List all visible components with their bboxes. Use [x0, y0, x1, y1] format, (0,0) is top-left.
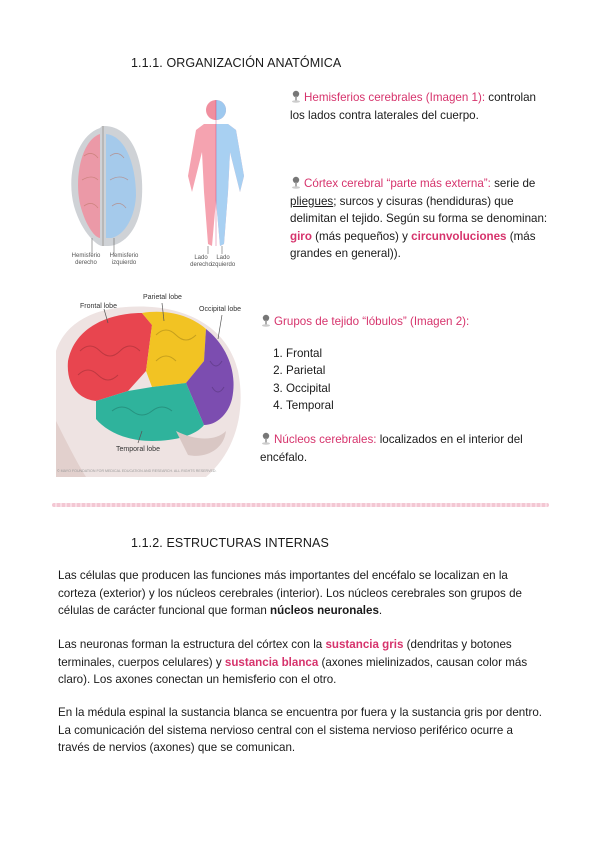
nucleos-neuronales-term: núcleos neuronales — [270, 604, 379, 618]
hemispheres-label: Hemisferios cerebrales (Imagen 1): — [304, 91, 486, 104]
hemispheres-text: controlan los lados contra laterales del cuerpo. — [290, 91, 536, 122]
section-divider — [52, 503, 549, 507]
lobes-heading — [260, 313, 540, 331]
human-body-figure — [188, 100, 244, 254]
label-parietal-lobe: Parietal lobe — [143, 294, 182, 301]
sustancia-blanca-term: sustancia blanca — [224, 655, 319, 669]
label-frontal-lobe: Frontal lobe — [80, 303, 117, 310]
list-item: 3. Occipital — [286, 380, 456, 397]
cortex-text-2: ; surcos y cisuras (hendiduras) que delimitan el tejido. Según su forma se denominan: — [290, 194, 548, 226]
hemispheres-illustration — [58, 96, 280, 276]
cortex-text-4: (más grandes en general)). — [290, 229, 536, 261]
hemispheres-paragraph — [290, 89, 550, 124]
p1-end: . — [378, 604, 383, 618]
cortex-label: Córtex cerebral “parte más externa”: — [304, 177, 491, 190]
nuclei-text: localizados en el interior del encéfalo. — [260, 433, 523, 464]
label-lado-derecho: Lado derecho — [190, 255, 212, 268]
nuclei-paragraph — [260, 431, 540, 466]
paragraph-2 — [58, 636, 546, 689]
section-title-estructuras: 1.1.2. ESTRUCTURAS INTERNAS — [131, 536, 329, 550]
label-occipital-lobe: Occipital lobe — [199, 306, 242, 313]
p2-text-3: (axones mielinizados, causan color más claro). Los axones conectan un hemisferio con el otro. — [58, 655, 528, 687]
cortex-text-3: (más pequeños) y — [311, 229, 412, 243]
list-item: 2. Parietal — [286, 362, 456, 379]
lobes-label: Grupos de tejido “lóbulos” (Imagen 2): — [274, 315, 470, 328]
pin-icon — [290, 176, 302, 189]
paragraph-3 — [58, 704, 546, 757]
p2-text-1: Las neuronas forman la estructura del córtex con la — [58, 638, 326, 651]
p3-text: En la médula espinal la sustancia blanca se encuentra por fuera y la sustancia gris por dentro. La comunicación del sistema nervioso central con el sistema nervioso periférico ocurre a través de nervios (axones) que se comunican. — [58, 706, 542, 755]
lobes-list — [256, 345, 456, 414]
circunvoluciones-term: circunvoluciones — [411, 229, 507, 243]
label-lado-izquierdo: Lado izquierdo — [210, 255, 236, 268]
pin-icon — [290, 90, 302, 103]
list-item: 4. Temporal — [286, 397, 456, 414]
label-temporal-lobe: Temporal lobe — [116, 446, 160, 453]
giro-term: giro — [290, 229, 312, 243]
label-hemisferio-derecho: Hemisferio derecho — [71, 253, 101, 266]
sustancia-gris-term: sustancia gris — [325, 638, 404, 651]
p1-text: Las células que producen las funciones más importantes del encéfalo se localizan en la corteza (exterior) y los núcleos cerebrales (interior). Los núcleos cerebrales son grupos de células de carácter funcional que forman — [58, 569, 522, 618]
nuclei-label: Núcleos cerebrales: — [274, 433, 377, 446]
cortex-paragraph — [290, 175, 552, 263]
label-hemisferio-izquierdo: Hemisferio izquierdo — [109, 253, 139, 266]
p2-text-2: (dendritas y botones terminales, cuerpos celulares) y — [58, 638, 512, 669]
pin-icon — [260, 432, 272, 445]
cortex-text-1: serie de — [494, 177, 536, 190]
pliegues-term: pliegues — [290, 194, 334, 208]
list-item: 1. Frontal — [286, 345, 456, 362]
brain-top-view — [71, 126, 142, 254]
section-title-anatomica: 1.1.1. ORGANIZACIÓN ANATÓMICA — [131, 56, 342, 70]
image-credit: © MAYO FOUNDATION FOR MEDICAL EDUCATION AND RESEARCH. ALL RIGHTS RESERVED. — [57, 469, 217, 473]
paragraph-1 — [58, 567, 546, 620]
pin-icon — [260, 314, 272, 327]
